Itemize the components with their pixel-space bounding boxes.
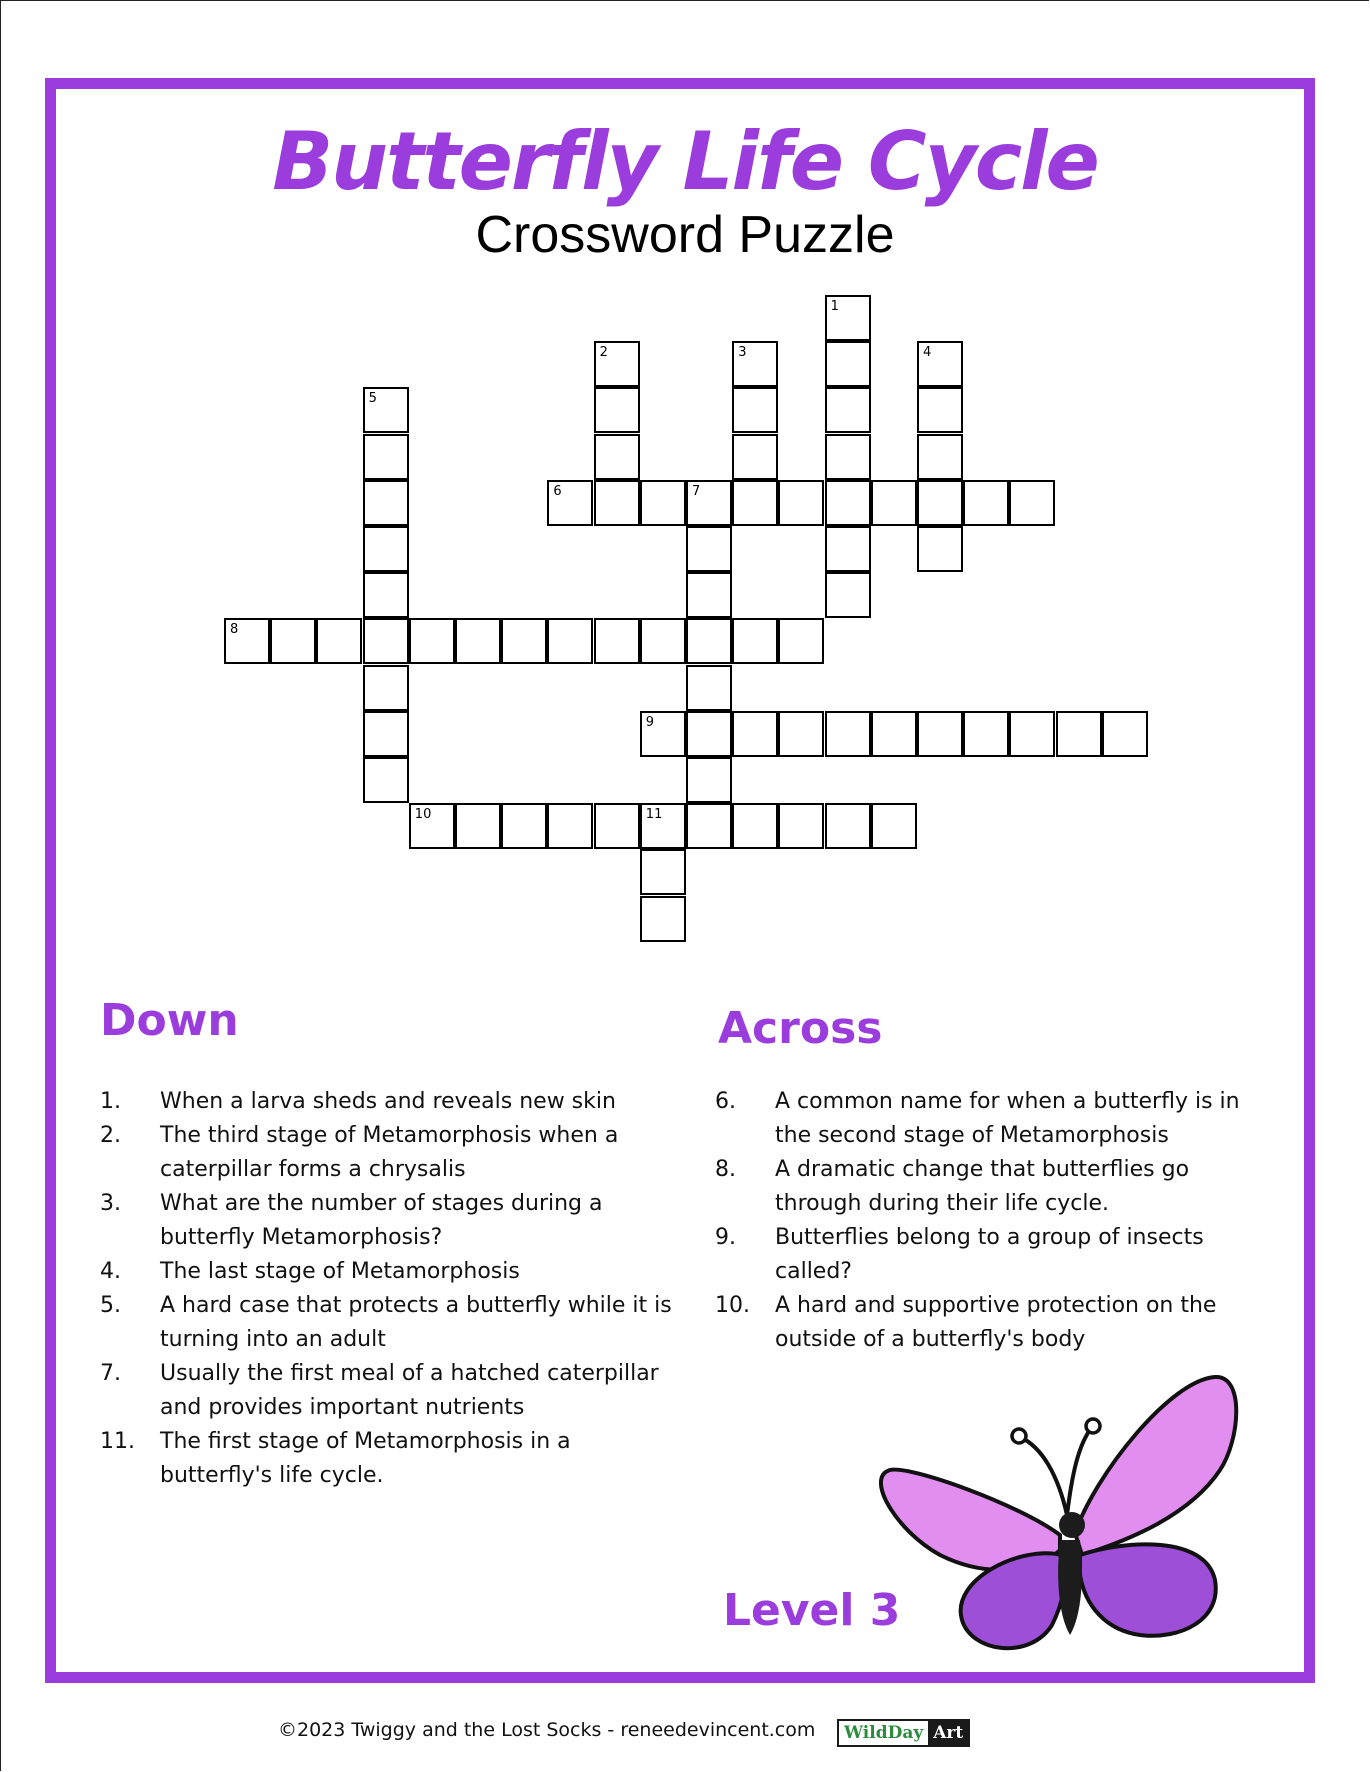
clue-number: 1. (100, 1089, 121, 1114)
crossword-cell[interactable] (686, 711, 732, 757)
crossword-cell[interactable] (825, 711, 871, 757)
clue-number: 7. (100, 1361, 121, 1386)
clue-text: A hard case that protects a butterfly while it is turning into an adult (160, 1293, 672, 1352)
clue-number: 3. (100, 1191, 121, 1216)
crossword-cell[interactable] (640, 711, 686, 757)
crossword-cell[interactable] (732, 803, 778, 849)
crossword-cell[interactable] (917, 387, 963, 433)
crossword-cell[interactable] (640, 896, 686, 942)
crossword-cell[interactable] (547, 480, 593, 526)
cell-number: 2 (599, 345, 608, 361)
crossword-cell[interactable] (1009, 480, 1055, 526)
crossword-cell[interactable] (825, 803, 871, 849)
crossword-cell[interactable] (732, 434, 778, 480)
clue-number: 10. (715, 1293, 750, 1318)
crossword-cell[interactable] (640, 849, 686, 895)
wildday-art-logo (837, 1719, 970, 1747)
crossword-cell[interactable] (732, 711, 778, 757)
crossword-cell[interactable] (270, 618, 316, 664)
cell-number: 11 (645, 807, 663, 823)
crossword-cell[interactable] (917, 480, 963, 526)
cell-number: 7 (692, 483, 701, 499)
crossword-cell[interactable] (594, 341, 640, 387)
clue-text: What are the number of stages during a butterfly Metamorphosis? (160, 1191, 603, 1250)
down-clue (100, 1085, 680, 1119)
crossword-cell[interactable] (594, 803, 640, 849)
cell-number: 6 (553, 483, 562, 499)
crossword-cell[interactable] (316, 618, 362, 664)
crossword-cell[interactable] (686, 803, 732, 849)
crossword-cell[interactable] (363, 526, 409, 572)
page-title: Butterfly Life Cycle (272, 115, 1098, 208)
crossword-cell[interactable] (825, 295, 871, 341)
clue-text: Usually the first meal of a hatched caterpillar and provides important nutrients (160, 1361, 659, 1420)
cell-number: 4 (923, 345, 932, 361)
crossword-cell[interactable] (732, 618, 778, 664)
crossword-cell[interactable] (686, 480, 732, 526)
crossword-cell[interactable] (825, 341, 871, 387)
crossword-cell[interactable] (363, 618, 409, 664)
crossword-cell[interactable] (917, 341, 963, 387)
across-heading: Across (718, 1003, 883, 1054)
crossword-cell[interactable] (686, 618, 732, 664)
crossword-cell[interactable] (363, 434, 409, 480)
crossword-cell[interactable] (640, 618, 686, 664)
clue-number: 8. (715, 1157, 736, 1182)
clue-text: A dramatic change that butterflies go through during their life cycle. (775, 1157, 1190, 1216)
crossword-cell[interactable] (1056, 711, 1102, 757)
cell-number: 9 (645, 714, 655, 730)
across-clue-list (715, 1085, 1275, 1357)
crossword-cell[interactable] (501, 618, 547, 664)
clue-text: The third stage of Metamorphosis when a caterpillar forms a chrysalis (160, 1123, 619, 1182)
crossword-cell[interactable] (917, 711, 963, 757)
crossword-cell[interactable] (363, 711, 409, 757)
cell-number: 1 (830, 299, 839, 314)
clue-text: When a larva sheds and reveals new skin (160, 1089, 616, 1114)
crossword-cell[interactable] (778, 711, 824, 757)
crossword-cell[interactable] (778, 803, 824, 849)
crossword-cell[interactable] (917, 434, 963, 480)
clue-text: A common name for when a butterfly is in the second stage of Metamorphosis (775, 1089, 1240, 1148)
crossword-cell[interactable] (640, 480, 686, 526)
across-clue (715, 1289, 1275, 1357)
clue-text: A hard and supportive protection on the outside of a butterfly's body (775, 1293, 1217, 1352)
clue-number: 5. (100, 1293, 121, 1318)
crossword-cell[interactable] (455, 618, 501, 664)
crossword-cell[interactable] (778, 618, 824, 664)
crossword-cell[interactable] (640, 803, 686, 849)
crossword-cell[interactable] (686, 665, 732, 711)
crossword-cell[interactable] (732, 341, 778, 387)
crossword-cell[interactable] (363, 480, 409, 526)
crossword-cell[interactable] (686, 572, 732, 618)
down-clue (100, 1187, 680, 1255)
clue-number: 2. (100, 1123, 121, 1148)
clue-number: 11. (100, 1429, 135, 1454)
down-heading: Down (100, 995, 239, 1046)
crossword-cell[interactable] (1102, 711, 1148, 757)
crossword-cell[interactable] (594, 618, 640, 664)
crossword-cell[interactable] (825, 387, 871, 433)
crossword-cell[interactable] (409, 618, 455, 664)
crossword-cell[interactable] (409, 803, 455, 849)
crossword-cell[interactable] (732, 387, 778, 433)
crossword-cell[interactable] (594, 480, 640, 526)
level-label: Level 3 (723, 1585, 901, 1636)
crossword-cell[interactable] (732, 480, 778, 526)
footer-copyright: ©2023 Twiggy and the Lost Socks - reneedevincent.com (278, 1719, 816, 1741)
crossword-cell[interactable] (1009, 711, 1055, 757)
clue-number: 4. (100, 1259, 121, 1284)
crossword-cell[interactable] (963, 480, 1009, 526)
logo-text-part2: Art (928, 1721, 968, 1745)
crossword-cell[interactable] (547, 803, 593, 849)
across-clue (715, 1221, 1275, 1289)
crossword-cell[interactable] (917, 526, 963, 572)
page-subtitle: Crossword Puzzle (475, 206, 895, 264)
crossword-cell[interactable] (686, 757, 732, 803)
crossword-cell[interactable] (963, 711, 1009, 757)
clue-number: 9. (715, 1225, 736, 1250)
crossword-cell[interactable] (594, 387, 640, 433)
crossword-cell[interactable] (871, 711, 917, 757)
cell-number: 5 (368, 391, 377, 407)
down-clue (100, 1357, 680, 1425)
clue-text: The first stage of Metamorphosis in a butterfly's life cycle. (160, 1429, 571, 1488)
butterfly-icon (870, 1365, 1245, 1655)
crossword-cell[interactable] (363, 665, 409, 711)
down-clue-list (100, 1085, 680, 1493)
crossword-cell[interactable] (825, 434, 871, 480)
across-clue (715, 1085, 1275, 1153)
crossword-cell[interactable] (224, 618, 270, 664)
down-clue (100, 1119, 680, 1187)
clue-text: Butterflies belong to a group of insects called? (775, 1225, 1204, 1284)
cell-number: 8 (230, 622, 239, 638)
crossword-cell[interactable] (455, 803, 501, 849)
crossword-cell[interactable] (778, 480, 824, 526)
crossword-cell[interactable] (363, 387, 409, 433)
crossword-cell[interactable] (825, 526, 871, 572)
cell-number: 3 (738, 345, 747, 361)
crossword-cell[interactable] (594, 434, 640, 480)
logo-text-part1: WildDay (839, 1721, 928, 1745)
down-clue (100, 1289, 680, 1357)
crossword-cell[interactable] (363, 572, 409, 618)
crossword-cell[interactable] (363, 757, 409, 803)
across-clue (715, 1153, 1275, 1221)
crossword-cell[interactable] (871, 803, 917, 849)
crossword-cell[interactable] (501, 803, 547, 849)
clue-number: 6. (715, 1089, 736, 1114)
down-clue (100, 1425, 680, 1493)
down-clue (100, 1255, 680, 1289)
clue-text: The last stage of Metamorphosis (160, 1259, 520, 1284)
crossword-cell[interactable] (871, 480, 917, 526)
crossword-cell[interactable] (825, 480, 871, 526)
crossword-cell[interactable] (686, 526, 732, 572)
crossword-cell[interactable] (547, 618, 593, 664)
crossword-cell[interactable] (825, 572, 871, 618)
cell-number: 10 (414, 807, 432, 823)
